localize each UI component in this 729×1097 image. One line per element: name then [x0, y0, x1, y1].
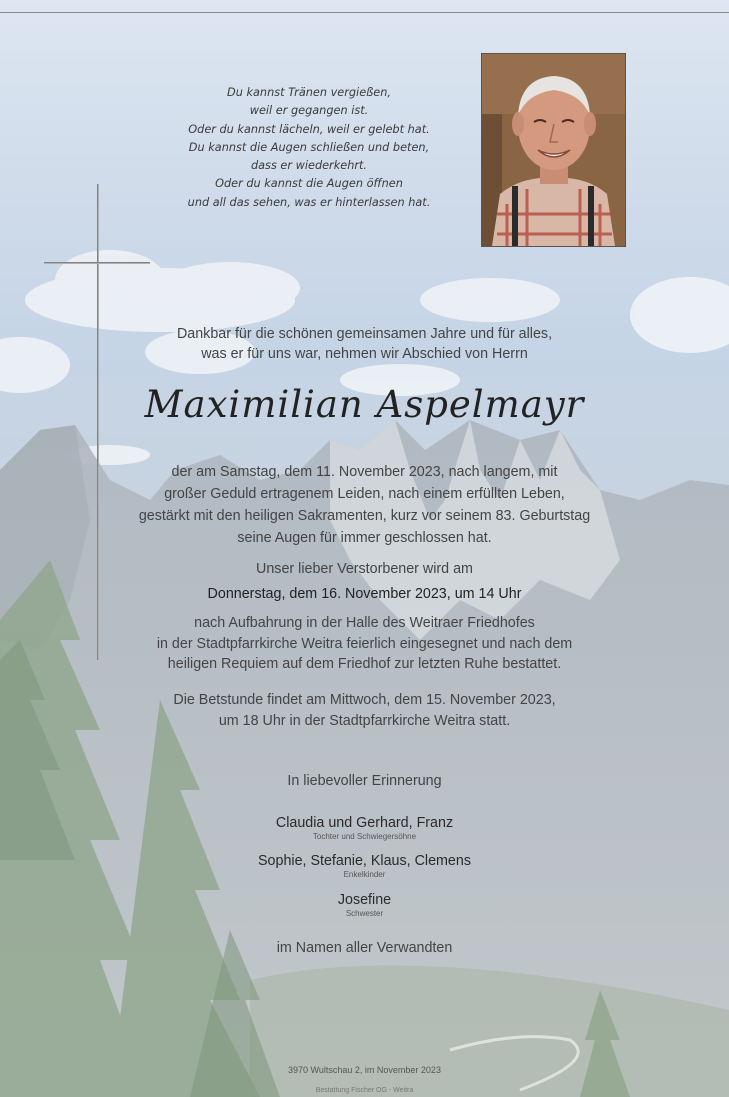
family-group — [0, 853, 729, 879]
family-group — [0, 815, 729, 841]
prayer-line: um 18 Uhr in der Stadtpfarrkirche Weitra statt. — [218, 712, 511, 729]
footer-undertaker: Bestattung Fischer OG - Weitra — [315, 1087, 414, 1094]
prayer-notice — [0, 690, 729, 731]
poem-line: Du kannst Tränen vergießen, — [227, 86, 391, 99]
family-names: Josefine — [337, 892, 392, 908]
death-notice-line: gestärkt mit den heiligen Sakramenten, kurz vor seinem 83. Geburtstag — [138, 508, 591, 524]
funeral-detail-line: in der Stadtpfarrkirche Weitra feierlich eingesegnet und nach dem — [156, 635, 573, 652]
poem-line: dass er wiederkehrt. — [250, 159, 368, 173]
funeral-lead: Unser lieber Verstorbener wird am — [256, 561, 473, 577]
footer-address: 3970 Wultschau 2, im November 2023 — [288, 1065, 441, 1075]
funeral-detail-line: nach Aufbahrung in der Halle des Weitraer Friedhofes — [194, 615, 535, 631]
deceased-name: Maximilian Aspelmayr — [144, 383, 585, 426]
family-names: Claudia und Gerhard, Franz — [275, 815, 454, 831]
funeral-detail-line: heiligen Requiem auf dem Friedhof zur letzten Ruhe bestattet. — [167, 656, 562, 672]
poem-line: und all das sehen, was er hinterlassen hat. — [187, 195, 431, 209]
intro-line: was er für uns war, nehmen wir Abschied von Herrn — [201, 346, 528, 362]
family-relation: Enkelkinder — [343, 870, 386, 879]
death-notice-line: großer Geduld ertragenem Leiden, nach einem erfüllten Leben, — [164, 486, 565, 502]
poem-line: Oder du kannst lächeln, weil er gelebt hat. — [188, 122, 430, 136]
on-behalf-text: im Namen aller Verwandten — [276, 940, 453, 956]
top-border-line — [0, 12, 729, 13]
memorial-poem — [150, 84, 468, 212]
funeral-date: Donnerstag, dem 16. November 2023, um 14 Uhr — [207, 586, 522, 602]
funeral-details — [0, 613, 729, 675]
prayer-line: Die Betstunde findet am Mittwoch, dem 15. November 2023, — [173, 692, 556, 708]
intro-line: Dankbar für die schönen gemeinsamen Jahre und für alles, — [176, 326, 553, 342]
death-notice — [0, 461, 729, 549]
poem-line: Oder du kannst die Augen öffnen — [215, 177, 403, 191]
family-relation: Schwester — [345, 909, 384, 918]
poem-line: weil er gegangen ist. — [249, 104, 369, 118]
family-group — [0, 892, 729, 918]
poem-line: Du kannst die Augen schließen und beten, — [188, 140, 430, 154]
family-relation: Tochter und Schwiegersöhne — [312, 832, 417, 841]
portrait-photo — [481, 53, 626, 247]
family-names: Sophie, Stefanie, Klaus, Clemens — [258, 853, 471, 869]
death-notice-line: der am Samstag, dem 11. November 2023, nach langem, mit — [171, 464, 558, 480]
memory-text: In liebevoller Erinnerung — [287, 773, 442, 789]
death-notice-line: seine Augen für immer geschlossen hat. — [237, 530, 492, 546]
intro-text — [0, 324, 729, 364]
